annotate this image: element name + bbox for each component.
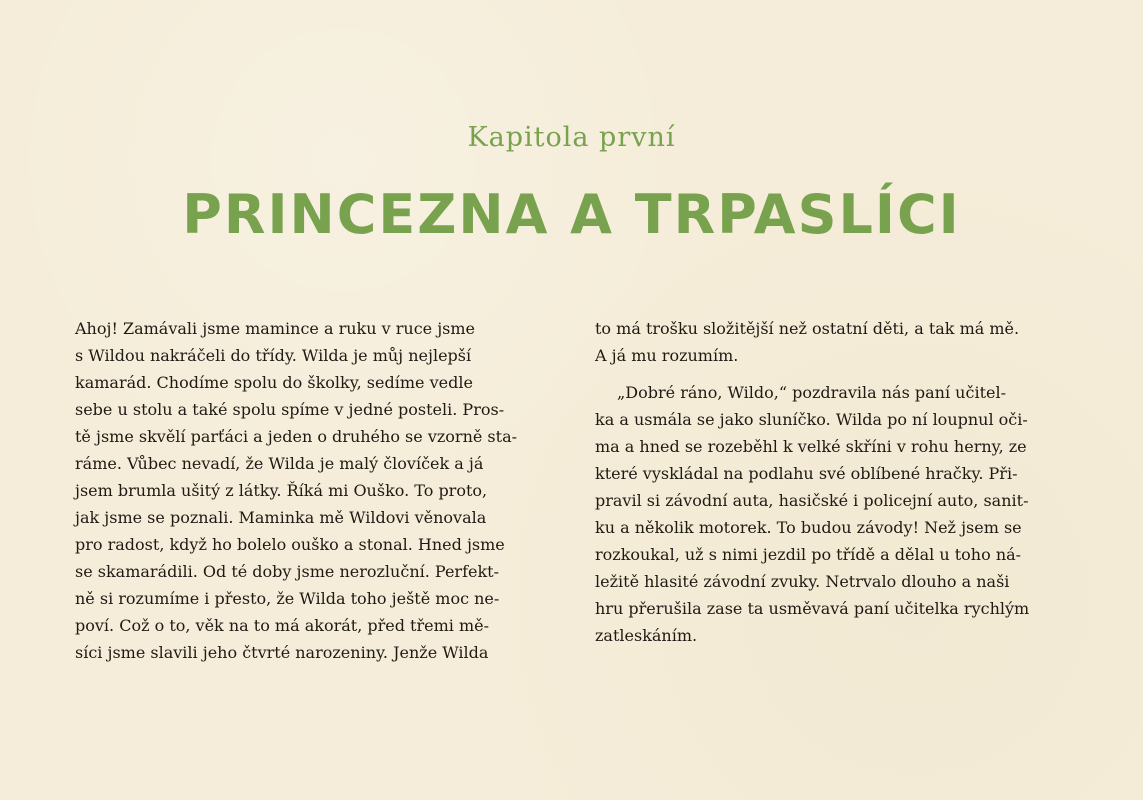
text-line: ráme. Vůbec nevadí, že Wilda je malý človíček a já — [75, 454, 484, 473]
text-line: poví. Což o to, věk na to má akorát, před třemi mě- — [75, 616, 490, 635]
text-line: jsem brumla ušitý z látky. Říká mi Ouško. To proto, — [75, 481, 488, 500]
right-text-column — [595, 315, 1065, 649]
text-line: s Wildou nakráčeli do třídy. Wilda je můj nejlepší — [75, 346, 472, 365]
text-line: ka a usmála se jako sluníčko. Wilda po ní loupnul oči- — [595, 410, 1028, 429]
text-line: jak jsme se poznali. Maminka mě Wildovi věnovala — [75, 508, 487, 527]
text-line: Ahoj! Zamávali jsme mamince a ruku v ruce jsme — [75, 319, 476, 338]
text-line: se skamarádili. Od té doby jsme nerozluční. Perfekt- — [75, 562, 499, 581]
text-line: ku a několik motorek. To budou závody! Než jsem se — [595, 518, 1022, 537]
left-text-column — [75, 315, 545, 666]
text-line: síci jsme slavili jeho čtvrté narozeniny. Jenže Wilda — [75, 643, 489, 662]
paragraph-gap — [595, 369, 1065, 379]
text-line: „Dobré ráno, Wildo,“ pozdravila nás paní učitel- — [617, 383, 1006, 402]
text-line: které vyskládal na podlahu své oblíbené hračky. Při- — [595, 464, 1018, 483]
text-line: rozkoukal, už s nimi jezdil po třídě a dělal u toho ná- — [595, 545, 1022, 564]
text-line: to má trošku složitější než ostatní děti, a tak má mě. — [595, 319, 1020, 338]
chapter-label: Kapitola první — [467, 122, 676, 153]
text-line: tě jsme skvělí parťáci a jeden o druhého se vzorně sta- — [75, 427, 518, 446]
chapter-title: PRINCEZNA A TRPASLÍCI — [182, 183, 961, 246]
text-line: ma a hned se rozeběhl k velké skříni v rohu herny, ze — [595, 437, 1027, 456]
text-line: pro radost, když ho bolelo ouško a stonal. Hned jsme — [75, 535, 505, 554]
text-line: ně si rozumíme i přesto, že Wilda toho ještě moc ne- — [75, 589, 500, 608]
text-line: kamarád. Chodíme spolu do školky, sedíme vedle — [75, 373, 473, 392]
text-line: sebe u stolu a také spolu spíme v jedné posteli. Pros- — [75, 400, 505, 419]
text-line: ležitě hlasité závodní zvuky. Netrvalo dlouho a naši — [595, 572, 1010, 591]
text-line: pravil si závodní auta, hasičské i policejní auto, sanit- — [595, 491, 1029, 510]
text-line: hru přerušila zase ta usměvavá paní učitelka rychlým — [595, 599, 1030, 618]
text-line: zatleskáním. — [595, 626, 698, 645]
text-line: A já mu rozumím. — [595, 346, 739, 365]
